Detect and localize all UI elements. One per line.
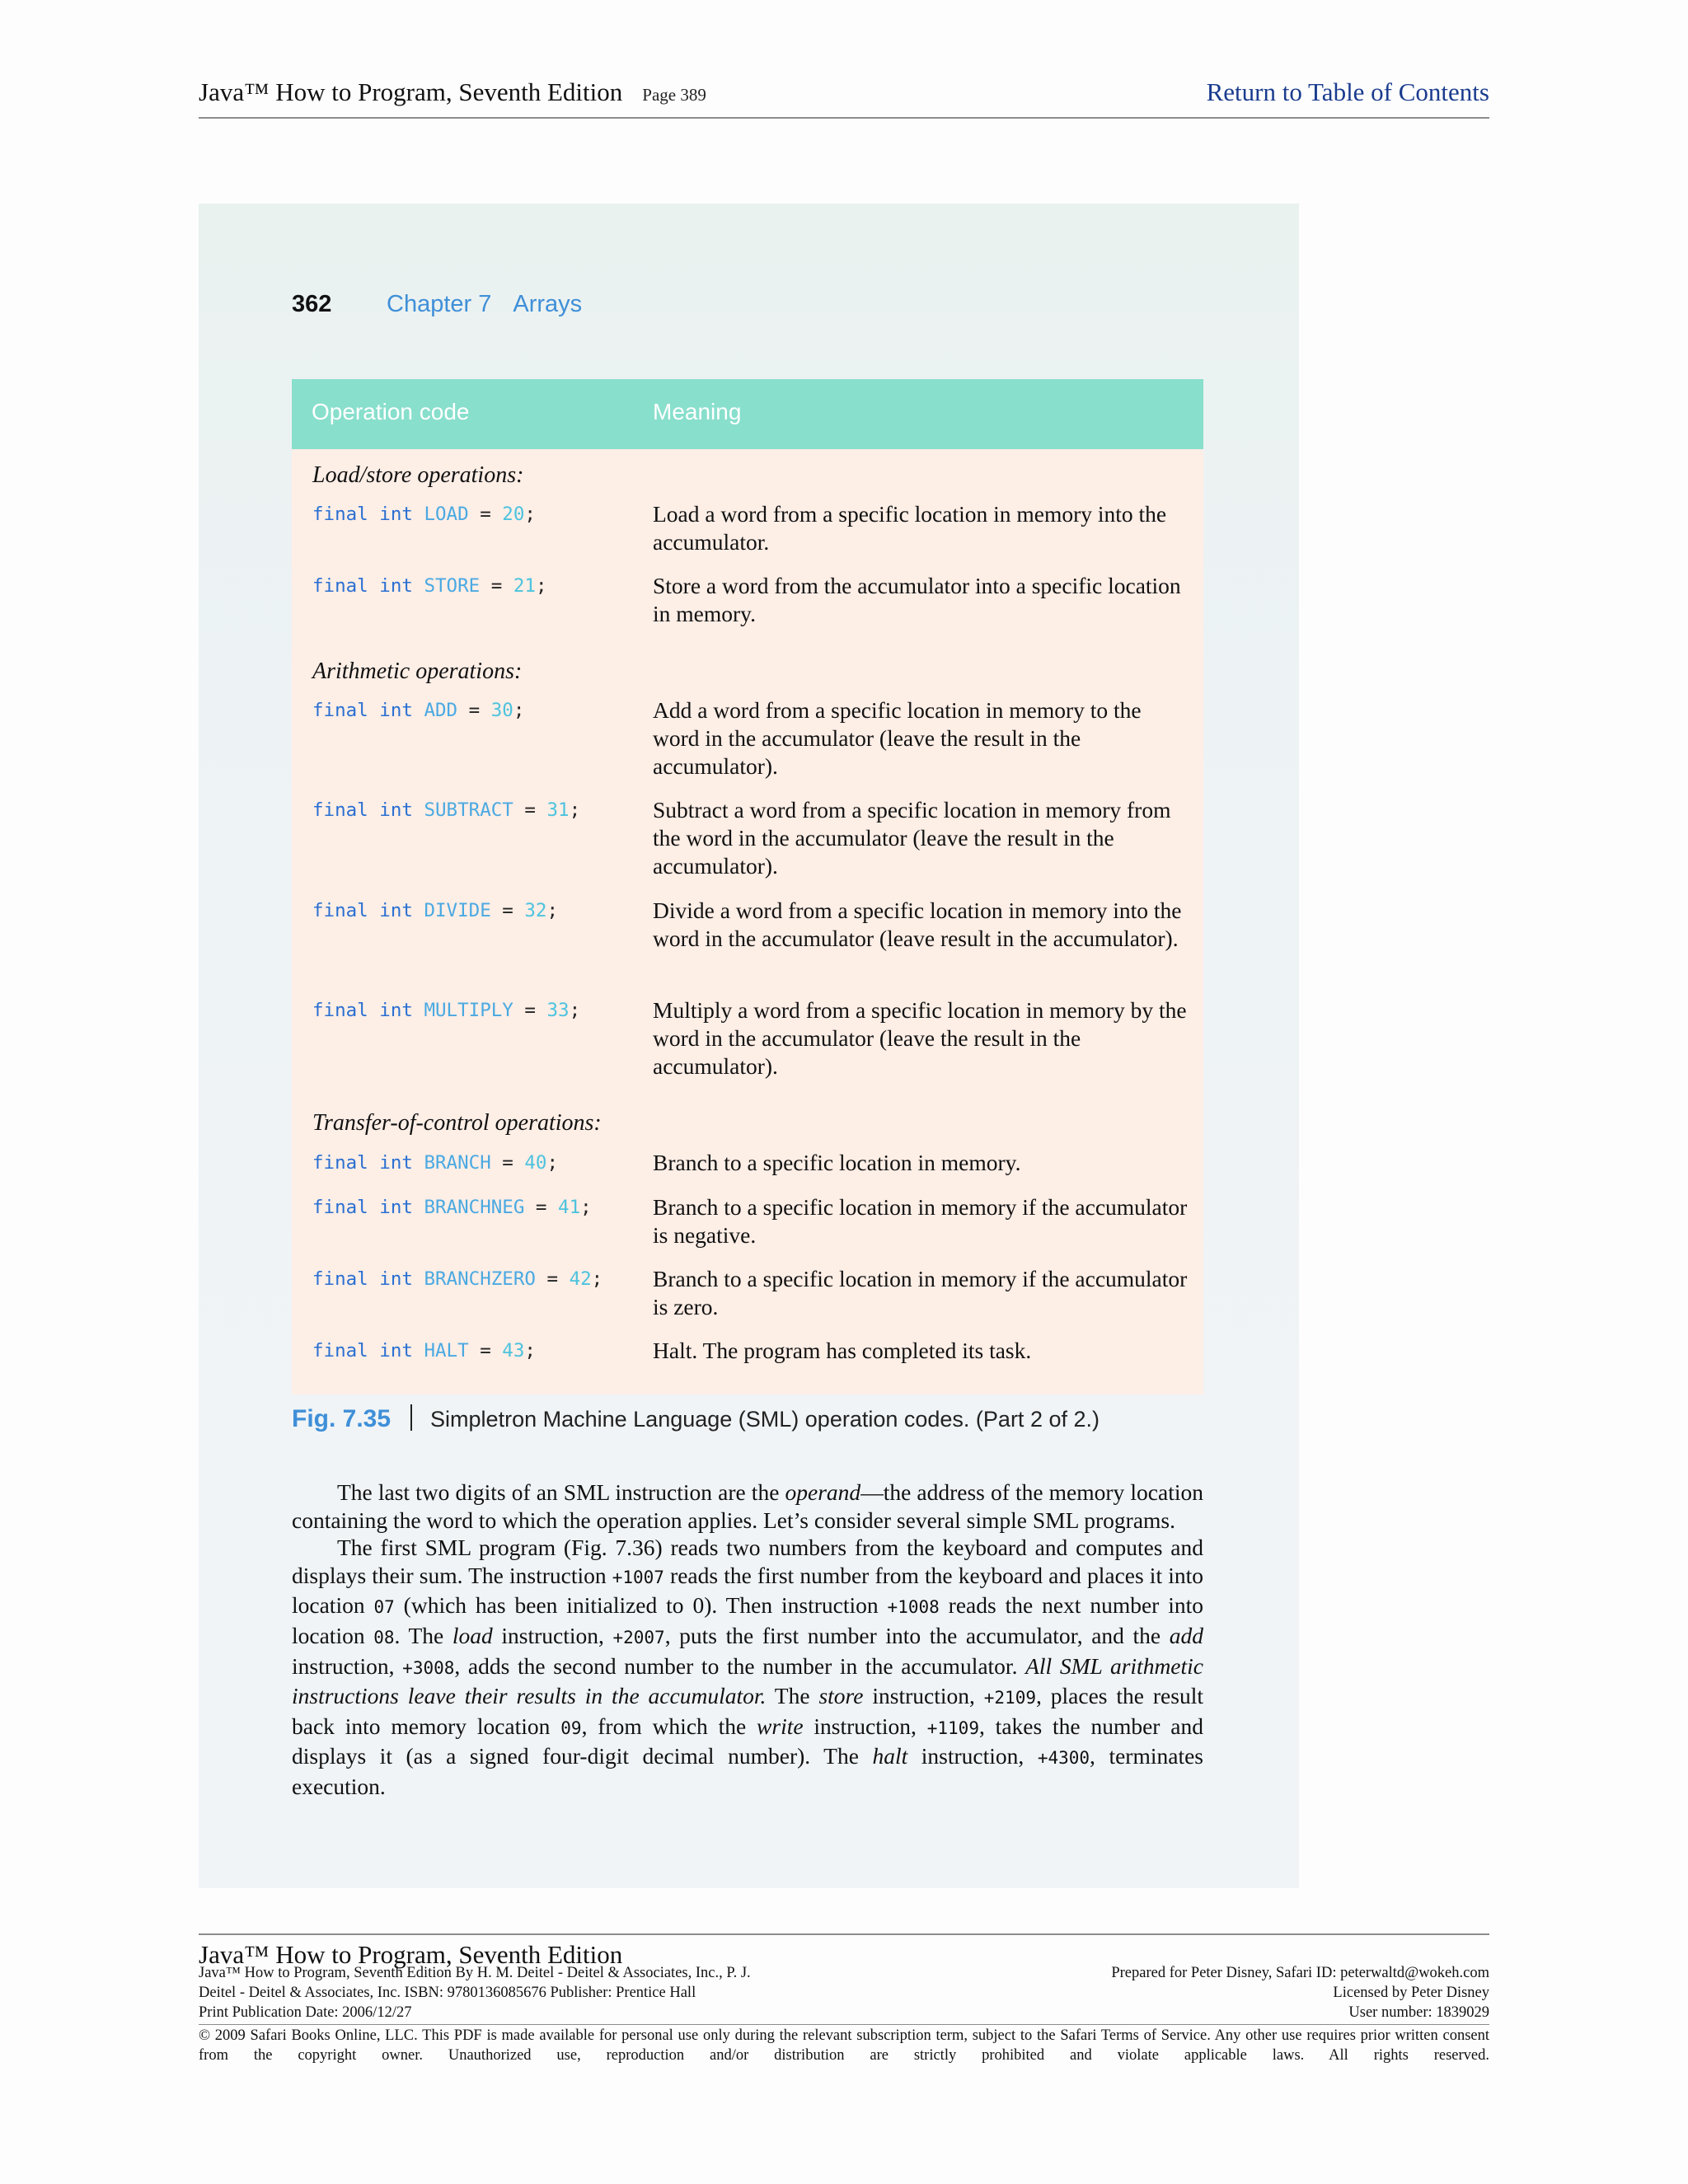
figure-caption (292, 1404, 1100, 1433)
footer-user-number: User number: 1839029 (1348, 2004, 1489, 2021)
opcode-meaning: Add a word from a specific location in memory to the word in the accumulator (leave the result in the accumulator). (653, 697, 1142, 779)
opcode-name: MULTIPLY (424, 1000, 513, 1021)
paragraph-1: The last two digits of an SML instruction are the operand—the address of the memory location containing the word to which the operation applies. Let’s consider several simple SML programs. (292, 1479, 1203, 1533)
opcode-meaning: Branch to a specific location in memory if the accumulator is zero. (653, 1266, 1188, 1319)
figure-number: Fig. 7.35 (292, 1405, 392, 1432)
body-text (292, 1479, 1203, 1801)
opcode-value: 40 (524, 1152, 547, 1174)
chapter-label: Chapter 7 Arrays (387, 291, 583, 317)
opcode-meaning: Halt. The program has completed its task. (653, 1338, 1032, 1363)
footer-line-3: Print Publication Date: 2006/12/27 (199, 2004, 412, 2021)
footer-prepared-for: Prepared for Peter Disney, Safari ID: peterwaltd@wokeh.com (1111, 1965, 1489, 1981)
caption-divider (410, 1404, 412, 1431)
opcode-value: 31 (546, 799, 570, 821)
opcode-name: BRANCHNEG (424, 1197, 525, 1218)
opcode-name: BRANCHZERO (424, 1268, 536, 1290)
page-number: 362 (292, 291, 332, 317)
keyword: final int (312, 1340, 413, 1361)
opcode-declaration: final int BRANCHZERO = 42; (312, 1268, 603, 1290)
return-to-toc-link[interactable]: Return to Table of Contents (1206, 77, 1489, 106)
section-transfer: Transfer-of-control operations: (312, 1110, 602, 1136)
opcode-name: HALT (424, 1340, 469, 1361)
footer-line-1: Java™ How to Program, Seventh Edition By H. M. Deitel - Deitel & Associates, Inc., P. J. (199, 1965, 751, 1981)
opcode-meaning: Multiply a word from a specific location in memory by the word in the accumulator (leave the result in the accumulator). (653, 997, 1187, 1079)
caption-text: Simpletron Machine Language (SML) operation codes. (Part 2 of 2.) (430, 1407, 1100, 1432)
opcode-declaration: final int SUBTRACT = 31; (312, 799, 581, 821)
opcode-value: 30 (490, 700, 513, 721)
opcode-declaration: final int BRANCH = 40; (312, 1152, 559, 1174)
chapter-title: Arrays (513, 291, 583, 317)
opcode-meaning: Store a word from the accumulator into a specific location in memory. (653, 573, 1181, 626)
opcode-meaning: Branch to a specific location in memory. (653, 1150, 1021, 1175)
opcode-name: SUBTRACT (424, 799, 513, 821)
opcode-value: 32 (524, 900, 547, 921)
page-header (199, 76, 1489, 119)
opcode-declaration: final int ADD = 30; (312, 700, 525, 721)
opcode-name: LOAD (424, 504, 469, 525)
opcode-declaration: final int DIVIDE = 32; (312, 900, 559, 921)
footer-title: Java™ How to Program, Seventh Edition (199, 1940, 623, 1969)
opcode-value: 21 (513, 575, 536, 597)
opcode-name: DIVIDE (424, 900, 491, 921)
keyword: final int (312, 1268, 413, 1290)
table-header (292, 379, 1203, 449)
footer-divider (199, 1933, 1489, 1935)
opcode-value: 41 (558, 1197, 581, 1218)
section-arithmetic: Arithmetic operations: (312, 658, 523, 684)
copyright-notice: © 2009 Safari Books Online, LLC. This PDF is made available for personal use only during the relevant subscription term, subject to the Safari Terms of Service. Any other use requires prior written consent from the copyright owner. Unauthorized use, reproduction and/or distribution are strictly prohibited and violate applicable laws. All rights reserved. (199, 2027, 1489, 2064)
copyright-divider (199, 2024, 1489, 2025)
opcode-meaning: Branch to a specific location in memory if the accumulator is negative. (653, 1194, 1188, 1248)
keyword: final int (312, 1197, 413, 1218)
footer-line-2: Deitel - Deitel & Associates, Inc. ISBN: 9780136085676 Publisher: Prentice Hall (199, 1985, 696, 2001)
section-load-store: Load/store operations: (312, 462, 524, 488)
opcode-declaration: final int BRANCHNEG = 41; (312, 1197, 592, 1218)
opcode-declaration: final int MULTIPLY = 33; (312, 1000, 581, 1021)
book-title: Java™ How to Program, Seventh Edition Page 389 (199, 77, 706, 106)
keyword: final int (312, 504, 413, 525)
opcode-declaration: final int STORE = 21; (312, 575, 547, 597)
footer-license: Licensed by Peter Disney (1333, 1985, 1489, 2001)
opcode-name: ADD (424, 700, 458, 721)
column-meaning: Meaning (653, 399, 742, 424)
opcode-declaration: final int LOAD = 20; (312, 504, 536, 525)
keyword: final int (312, 575, 413, 597)
book-page (199, 204, 1299, 1888)
opcode-value: 20 (502, 504, 525, 525)
opcode-table (292, 449, 1203, 1394)
keyword: final int (312, 799, 413, 821)
opcode-name: BRANCH (424, 1152, 491, 1174)
opcode-meaning: Load a word from a specific location in memory into the accumulator. (653, 501, 1167, 555)
opcode-meaning: Subtract a word from a specific location in memory from the word in the accumulator (leave the result in the accumulator). (653, 797, 1171, 879)
column-operation-code: Operation code (312, 399, 470, 424)
opcode-name: STORE (424, 575, 481, 597)
opcode-value: 42 (569, 1268, 592, 1290)
keyword: final int (312, 1152, 413, 1174)
keyword: final int (312, 700, 413, 721)
keyword: final int (312, 1000, 413, 1021)
keyword: final int (312, 900, 413, 921)
page-label: Page 389 (642, 85, 706, 105)
opcode-value: 33 (546, 1000, 570, 1021)
opcode-meaning: Divide a word from a specific location in memory into the word in the accumulator (leave result in the accumulator). (653, 898, 1182, 951)
opcode-value: 43 (502, 1340, 525, 1361)
opcode-declaration: final int HALT = 43; (312, 1340, 536, 1361)
paragraph-2: The first SML program (Fig. 7.36) reads two numbers from the keyboard and computes and displays their sum. The instruction +1007 reads the first number from the keyboard and places it into location 07 (which has been initialized to 0). Then instruction +1008 reads the next number into location 08. The load instruction, +2007, puts the first number into the accumulator, and the add instruction, +3008, adds the second number to the number in the accumulator. All SML arithmetic instructions leave their results in the accumulator. The store instruction, +2109, places the result back into memory location 09, from which the write instruction, +1109, takes the number and displays it (as a signed four-digit decimal number). The halt instruction, +4300, terminates execution. (292, 1535, 1203, 1799)
